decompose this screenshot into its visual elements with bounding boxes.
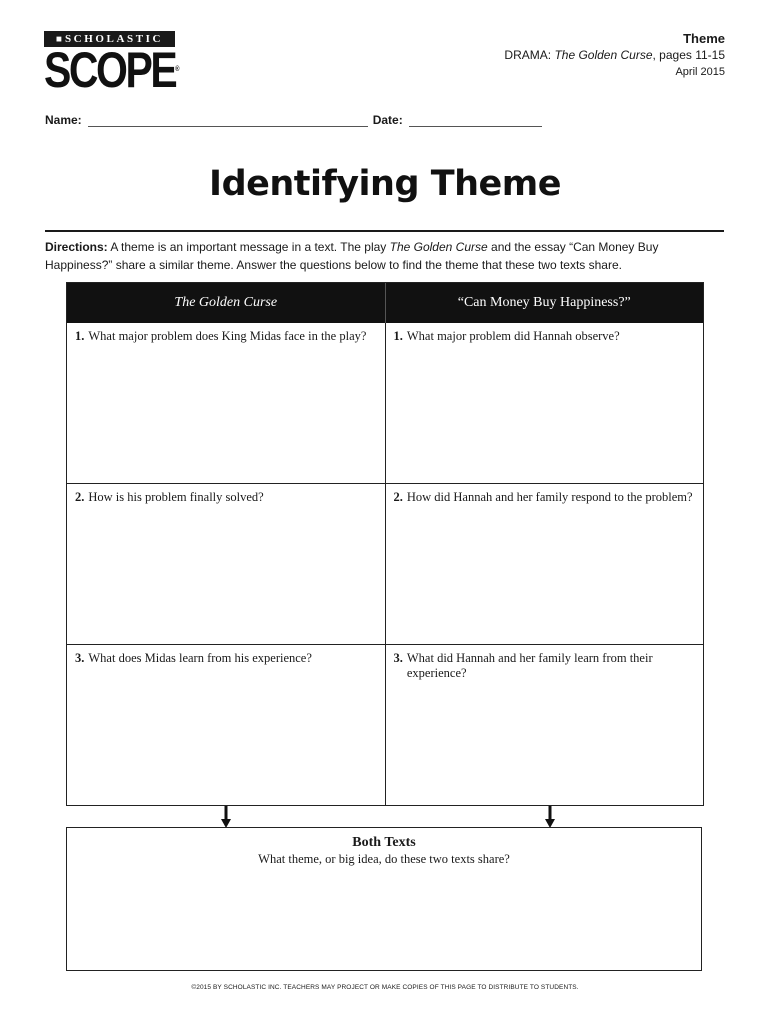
page-title: Identifying Theme xyxy=(209,164,561,204)
date-field[interactable] xyxy=(409,114,542,127)
header-date: April 2015 xyxy=(675,66,725,78)
scholastic-scope-logo xyxy=(44,31,180,98)
directions-text-1: A theme is an important message in a text. The play xyxy=(107,240,390,254)
answer-cell[interactable] xyxy=(385,645,704,805)
column-header-money-happiness: “Can Money Buy Happiness?” xyxy=(385,283,704,323)
header-drama xyxy=(504,47,725,64)
both-texts-title: Both Texts xyxy=(352,835,416,850)
down-arrow-icon xyxy=(221,806,231,828)
question-text: How did Hannah and her family respond to the problem? xyxy=(406,490,693,504)
answer-cell[interactable] xyxy=(67,484,385,644)
directions xyxy=(45,238,725,274)
question-number: 1. xyxy=(75,329,85,343)
directions-text-2: and the essay “Can Money Buy Happiness?” share a similar theme. Answer the questions below to find the theme that these two texts share. xyxy=(45,240,659,272)
question-text: What does Midas learn from his experience? xyxy=(88,651,312,665)
header-info xyxy=(504,30,725,81)
both-texts-box[interactable] xyxy=(66,827,702,971)
name-date-line xyxy=(45,113,547,127)
name-field[interactable] xyxy=(88,114,368,127)
title-rule xyxy=(45,230,724,232)
comparison-table xyxy=(66,282,704,806)
scope-wordmark xyxy=(44,42,180,98)
answer-cell[interactable] xyxy=(385,484,704,644)
question-text: What major problem did Hannah observe? xyxy=(406,329,620,343)
table-header xyxy=(67,283,703,323)
question-number: 2. xyxy=(393,490,403,504)
scholastic-text: SCHOLASTIC xyxy=(64,33,164,45)
answer-cell[interactable] xyxy=(67,323,385,483)
answer-cell[interactable] xyxy=(67,645,385,805)
name-label: Name: xyxy=(45,113,82,127)
registered-mark: ® xyxy=(175,66,180,73)
drama-prefix: DRAMA: xyxy=(504,48,555,62)
column-header-golden-curse: The Golden Curse xyxy=(174,295,278,310)
answer-cell[interactable] xyxy=(385,323,704,483)
question-number: 2. xyxy=(75,490,85,504)
question-number: 1. xyxy=(393,329,403,343)
open-book-icon: ■ xyxy=(55,34,62,45)
question-number: 3. xyxy=(393,651,403,665)
table-row xyxy=(67,323,703,483)
header-theme: Theme xyxy=(683,31,725,46)
table-row xyxy=(67,483,703,644)
down-arrow-icon xyxy=(545,806,555,828)
drama-title: The Golden Curse xyxy=(554,48,653,62)
question-text: What did Hannah and her family learn from their experience? xyxy=(406,651,653,680)
question-text: What major problem does King Midas face in the play? xyxy=(88,329,367,343)
directions-play-title: The Golden Curse xyxy=(389,240,488,254)
scope-text: SCOPE xyxy=(44,42,176,98)
both-texts-question: What theme, or big idea, do these two texts share? xyxy=(258,852,510,866)
drama-pages: , pages 11-15 xyxy=(652,48,725,62)
directions-label: Directions: xyxy=(45,240,108,254)
copyright-footer: ©2015 BY SCHOLASTIC INC. TEACHERS MAY PROJECT OR MAKE COPIES OF THIS PAGE TO DISTRIBUTE TO STUDENTS. xyxy=(191,984,579,991)
question-text: How is his problem finally solved? xyxy=(88,490,264,504)
table-row xyxy=(67,644,703,805)
date-label: Date: xyxy=(372,113,403,127)
question-number: 3. xyxy=(75,651,85,665)
